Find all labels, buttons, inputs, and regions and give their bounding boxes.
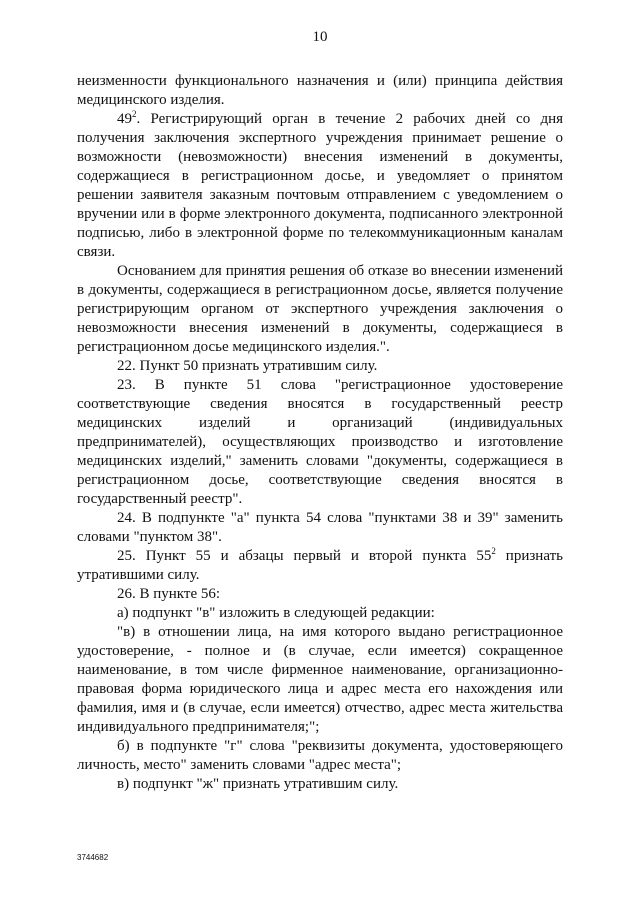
paragraph-subitem-b: б) в подпункте "г" слова "реквизиты документа, удостоверяющего личность, место" заменить словами "адрес места"; — [77, 738, 563, 773]
item-25-tail: признать утратившими силу. — [77, 548, 563, 583]
item-49-text: Регистрирующий орган в течение 2 рабочих дней со дня получения заключения экспертного учреждения принимает решение о возможности (невозможности) внесения изменений в документы, содержащиеся в регистрационном досье, и уведомляет о принятом решении заявителя заказным почтовым отправлением с уведомлением о вручении или в форме электронного документа, подписанного электронной подписью, либо в электронной форме по телекоммуникационным каналам связи. — [77, 111, 564, 260]
item-25-text: 25. Пункт 55 и абзацы первый и второй пункта 55 — [117, 548, 492, 564]
paragraph-item-24: 24. В подпункте "а" пункта 54 слова "пунктами 38 и 39" заменить словами "пунктом 38". — [77, 510, 563, 545]
document-code: 3744682 — [77, 853, 109, 862]
item-49-superscript: 2 — [132, 109, 137, 119]
page-number: 10 — [312, 29, 328, 45]
paragraph-continuation: неизменности функционального назначения и (или) принципа действия медицинского изделия. — [77, 73, 563, 108]
paragraph-item-49 — [77, 110, 563, 262]
paragraph-subitem-a: а) подпункт "в" изложить в следующей редакции: — [117, 605, 435, 621]
document-body — [77, 72, 563, 794]
item-49-dot: . — [136, 111, 141, 127]
paragraph-refusal-grounds: Основанием для принятия решения об отказе во внесении изменений в документы, содержащиеся в регистрационном досье, является получение регистрирующим органом от экспертного учреждения заключения о невозможности внесения изменений в документы, содержащиеся в регистрационном досье медицинского изделия.". — [77, 263, 563, 355]
paragraph-subitem-v: в) подпункт "ж" признать утратившим силу. — [117, 776, 399, 792]
paragraph-item-25 — [77, 547, 563, 585]
paragraph-item-26: 26. В пункте 56: — [117, 586, 221, 602]
paragraph-item-23: 23. В пункте 51 слова "регистрационное удостоверение соответствующие сведения вносятся в государственный реестр медицинских изделий и организаций (индивидуальных предпринимателей), осуществляющих производство и изготовление медицинских изделий," заменить словами "документы, содержащиеся в регистрационном досье, соответствующие сведения вносятся в государственный реестр". — [77, 377, 563, 507]
item-49-number: 49 — [117, 111, 132, 127]
paragraph-subitem-v-new-text: "в) в отношении лица, на имя которого выдано регистрационное удостоверение, - полное и (в случае, если имеется) сокращенное наименование, в том числе фирменное наименование, организационно-правовая форма юридического лица и адрес места его нахождения или фамилия, имя и (в случае, если имеется) отчество, адрес места жительства индивидуального предпринимателя;"; — [77, 624, 563, 735]
item-25-superscript: 2 — [491, 546, 496, 556]
paragraph-item-22: 22. Пункт 50 признать утратившим силу. — [117, 358, 378, 374]
